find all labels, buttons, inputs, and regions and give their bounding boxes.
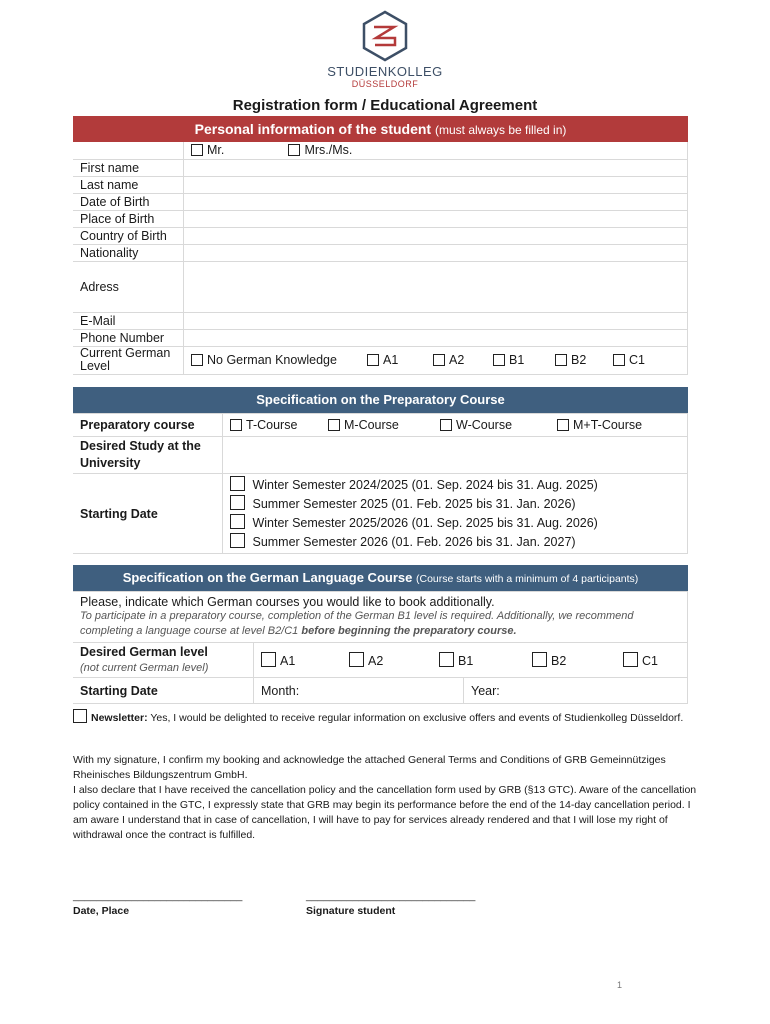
language-header-note: (Course starts with a minimum of 4 participants) <box>415 573 639 585</box>
salutation-row <box>184 142 688 159</box>
newsletter-checkbox-icon[interactable] <box>73 709 87 723</box>
personal-section <box>73 116 688 375</box>
checkbox-icon[interactable] <box>557 419 569 431</box>
field-label: First name <box>73 159 184 176</box>
personal-header-note: (must always be filled in) <box>434 123 567 137</box>
checkbox-icon[interactable] <box>191 144 203 156</box>
level-option[interactable]: No German Knowledge <box>191 353 367 367</box>
language-header-title: Specification on the German Language Course <box>122 570 413 585</box>
checkbox-icon[interactable] <box>230 514 245 529</box>
level-option[interactable]: B1 <box>493 353 555 367</box>
language-table <box>73 591 688 704</box>
checkbox-icon[interactable] <box>623 652 638 667</box>
semester-option[interactable]: Winter Semester 2025/2026 (01. Sep. 2025 bis 31. Aug. 2026) <box>230 514 680 533</box>
semester-option[interactable]: Winter Semester 2024/2025 (01. Sep. 2024 bis 31. Aug. 2025) <box>230 476 680 495</box>
prep-course-options <box>223 414 688 437</box>
desired-level-label: Desired German level <box>80 645 208 659</box>
language-intro-cell <box>73 592 688 643</box>
field-label: E-Mail <box>73 312 184 329</box>
field-label: Adress <box>73 261 184 312</box>
level-option[interactable]: A2 <box>433 353 493 367</box>
logo-hexagon-icon <box>360 10 410 62</box>
language-section <box>73 565 688 704</box>
desired-level-option[interactable]: B2 <box>532 652 623 668</box>
desired-level-option[interactable]: A2 <box>349 652 439 668</box>
prep-course-label: Preparatory course <box>73 414 223 437</box>
field-label: Last name <box>73 176 184 193</box>
logo-city: DÜSSELDORF <box>351 79 419 89</box>
country-of-birth-input[interactable] <box>184 227 688 244</box>
checkbox-icon[interactable] <box>555 354 567 366</box>
signature-line: _____________________________ <box>306 890 476 902</box>
checkbox-icon[interactable] <box>349 652 364 667</box>
field-label: Nationality <box>73 244 184 261</box>
field-label: Current German Level <box>73 346 184 374</box>
checkbox-icon[interactable] <box>439 652 454 667</box>
checkbox-icon[interactable] <box>261 652 276 667</box>
desired-level-options <box>254 643 688 678</box>
checkbox-icon[interactable] <box>230 533 245 548</box>
date-of-birth-input[interactable] <box>184 193 688 210</box>
semester-option[interactable]: Summer Semester 2025 (01. Feb. 2025 bis 31. Jan. 2026) <box>230 495 680 514</box>
email-input[interactable] <box>184 312 688 329</box>
logo-name: STUDIENKOLLEG <box>327 64 443 79</box>
personal-header <box>73 116 688 142</box>
month-label: Month: <box>261 683 300 698</box>
checkbox-icon[interactable] <box>230 476 245 491</box>
field-label: Date of Birth <box>73 193 184 210</box>
newsletter <box>73 709 703 726</box>
checkbox-icon[interactable] <box>230 419 242 431</box>
checkbox-icon[interactable] <box>532 652 547 667</box>
semester-option[interactable]: Summer Semester 2026 (01. Feb. 2026 bis 31. Jan. 2027) <box>230 533 680 552</box>
checkbox-icon[interactable] <box>288 144 300 156</box>
prep-table <box>73 413 688 554</box>
field-label: Country of Birth <box>73 227 184 244</box>
page-number: 1 <box>617 980 623 990</box>
level-option[interactable]: B2 <box>555 353 613 367</box>
address-input[interactable] <box>184 261 688 312</box>
language-header <box>73 565 688 591</box>
level-option[interactable]: A1 <box>367 353 433 367</box>
starting-date-label: Starting Date <box>73 474 223 554</box>
course-option[interactable]: M-Course <box>328 418 440 432</box>
nationality-input[interactable] <box>184 244 688 261</box>
year-label: Year: <box>471 683 500 698</box>
declaration-2: I also declare that I have received the cancellation policy and the cancellation form used by GRB (§13 GTC). Aware of the cancellation policy contained in the GTC, I expressly state that GRB may begin its performance before the end of the 14-day cancellation period. I am aware I understand that in case of cancellation, I will have to pay for services already rendered and that I will lose my right of withdrawal once the contract is fulfilled. <box>73 784 697 841</box>
student-signature <box>306 890 476 917</box>
desired-level-option[interactable]: B1 <box>439 652 532 668</box>
signature-student-label: Signature student <box>306 905 396 917</box>
logo <box>318 10 452 89</box>
checkbox-icon[interactable] <box>433 354 445 366</box>
course-option[interactable]: M+T-Course <box>557 418 642 432</box>
desired-level-option[interactable]: A1 <box>261 652 349 668</box>
document-title: Registration form / Educational Agreement <box>232 97 538 114</box>
lang-starting-date-label: Starting Date <box>73 678 254 704</box>
declaration-1: With my signature, I confirm my booking and acknowledge the attached General Terms and Conditions of GRB Gemeinnütziges Rheinisches Bildungszentrum GmbH. <box>73 754 666 781</box>
current-level-options <box>184 346 688 374</box>
personal-table <box>73 142 688 375</box>
salutation-mr[interactable]: Mr. <box>191 143 285 157</box>
prep-header: Specification on the Preparatory Course <box>73 387 688 413</box>
desired-level-note: (not current German level) <box>80 662 209 674</box>
field-label: Place of Birth <box>73 210 184 227</box>
place-of-birth-input[interactable] <box>184 210 688 227</box>
checkbox-icon[interactable] <box>230 495 245 510</box>
starting-date-options <box>223 474 688 554</box>
salutation-mrs[interactable]: Mrs./Ms. <box>288 143 352 157</box>
course-option[interactable]: T-Course <box>230 418 328 432</box>
field-label: Phone Number <box>73 329 184 346</box>
phone-input[interactable] <box>184 329 688 346</box>
last-name-input[interactable] <box>184 176 688 193</box>
newsletter-label: Newsletter: <box>91 712 148 724</box>
checkbox-icon[interactable] <box>367 354 379 366</box>
date-place-signature <box>73 890 243 917</box>
newsletter-text: Yes, I would be delighted to receive regular information on exclusive offers and events of Studienkolleg Düsseldorf. <box>150 712 684 724</box>
desired-study-input[interactable] <box>223 437 688 474</box>
level-option[interactable]: C1 <box>613 353 645 367</box>
date-place-label: Date, Place <box>73 905 130 917</box>
language-note: To participate in a preparatory course, completion of the German B1 level is required. Additionally, we recommend completing a language course at level B2/C1 before beginning the preparatory course. <box>80 610 634 637</box>
desired-level-option[interactable]: C1 <box>623 652 658 668</box>
checkbox-icon[interactable] <box>440 419 452 431</box>
first-name-input[interactable] <box>184 159 688 176</box>
year-input[interactable] <box>464 678 688 704</box>
signature-line: _____________________________ <box>73 890 243 902</box>
personal-header-title: Personal information of the student <box>194 121 432 137</box>
checkbox-icon[interactable] <box>493 354 505 366</box>
checkbox-icon[interactable] <box>328 419 340 431</box>
desired-study-label: Desired Study at the University <box>73 437 223 474</box>
course-option[interactable]: W-Course <box>440 418 557 432</box>
prep-section <box>73 387 688 554</box>
checkbox-icon[interactable] <box>613 354 625 366</box>
checkbox-icon[interactable] <box>191 354 203 366</box>
month-input[interactable] <box>254 678 464 704</box>
language-intro: Please, indicate which German courses you would like to book additionally. <box>80 595 495 609</box>
desired-level-label-cell <box>73 643 254 678</box>
